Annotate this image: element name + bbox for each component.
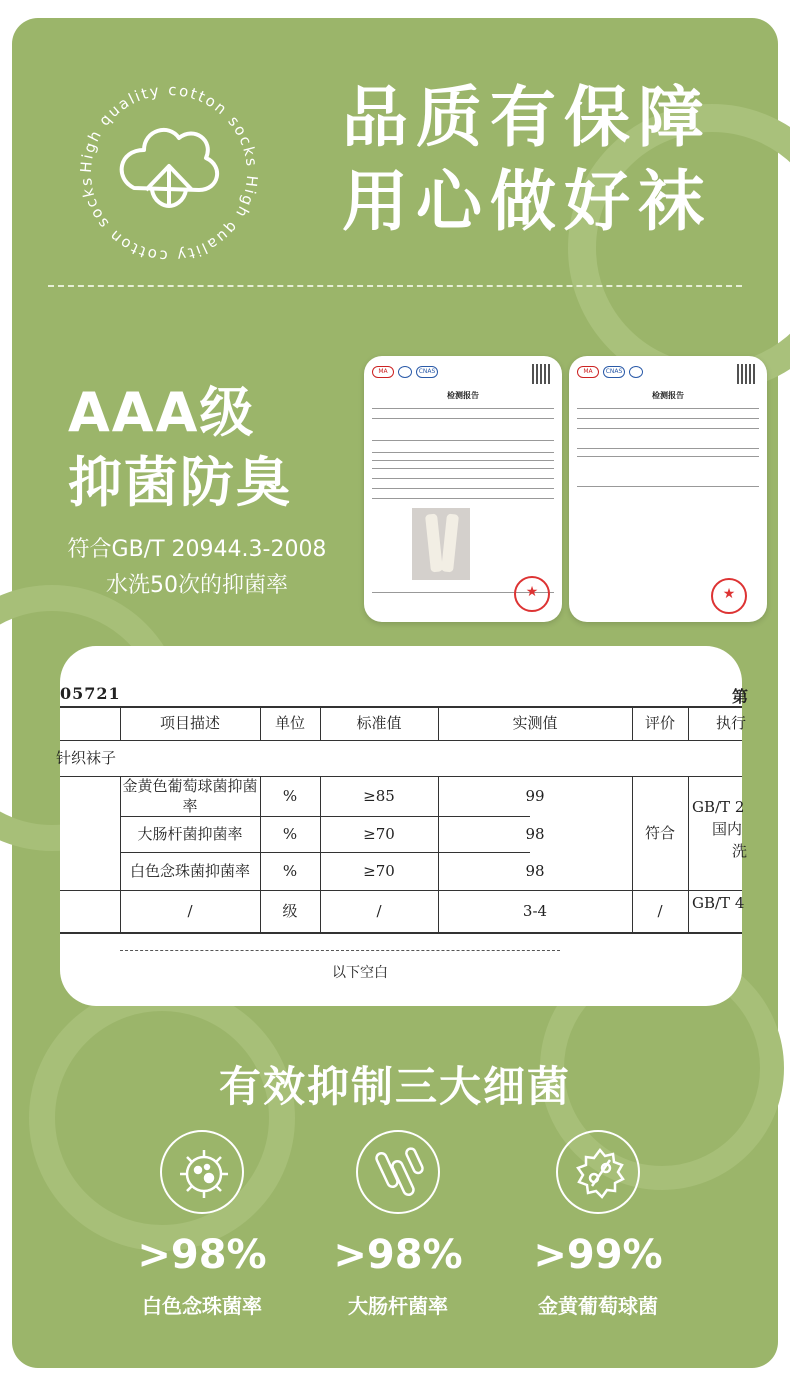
evaluation-result: 符合 (644, 824, 675, 842)
row-measured-candida: 98 (525, 862, 545, 880)
report-number: 05721 (60, 684, 121, 703)
bacteria-section-title: 有效抑制三大细菌 (218, 1062, 571, 1111)
test-report-page-2 (569, 356, 767, 622)
headline-line1: 品质有保障 (342, 79, 712, 156)
grade-row-measured: 3-4 (522, 902, 548, 920)
header-method: 执行 (716, 714, 747, 732)
stat-label-ecoli: 大肠杆菌率 (348, 1294, 448, 1318)
cma-logo-icon: MA (577, 366, 599, 378)
ilac-logo-icon (398, 366, 412, 378)
row-measured-staph: 99 (525, 787, 545, 805)
ilac-logo-icon (629, 366, 643, 378)
row-standard-staph: ≥85 (363, 787, 395, 805)
row-standard-candida: ≥70 (363, 862, 395, 880)
stat-value-ecoli: >98% (333, 1232, 463, 1278)
product-name: 针织袜子 (56, 749, 117, 767)
grade-row-unit: 级 (282, 902, 298, 920)
cotton-flower-icon (122, 130, 217, 206)
grade-row-method: GB/T 4 (692, 894, 745, 912)
method-line-1: GB/T 2 (692, 798, 745, 816)
method-line-3: 洗 (732, 842, 748, 860)
row-desc-staph: 金黄色葡萄球菌抑菌率 (122, 777, 258, 815)
row-measured-ecoli: 98 (525, 825, 545, 843)
cnas-logo-icon: CNAS (416, 366, 438, 378)
report-title: 检测报告 (652, 391, 684, 400)
report-title: 检测报告 (447, 391, 479, 400)
stat-label-candida: 白色念珠菌率 (142, 1294, 262, 1318)
certification-logos (577, 366, 643, 378)
badge-ring-text: High quality cotton socks High quality cotton socks (76, 80, 262, 266)
header-description: 项目描述 (159, 714, 220, 732)
header-evaluation: 评价 (644, 714, 675, 732)
red-seal-icon (514, 576, 550, 612)
row-standard-ecoli: ≥70 (363, 825, 395, 843)
stat-label-staph: 金黄葡萄球菌 (538, 1294, 658, 1318)
grade-line2: 抑菌防臭 (68, 451, 292, 514)
compliance-text (52, 532, 342, 604)
row-desc-ecoli: 大肠杆菌抑菌率 (137, 825, 243, 843)
sock-sample-photo (412, 508, 470, 580)
stat-value-staph: >99% (533, 1232, 663, 1278)
grade-row-evaluation: / (657, 902, 663, 920)
coccus-icon (556, 1130, 640, 1214)
cma-logo-icon: MA (372, 366, 394, 378)
test-result-table (56, 646, 748, 1006)
header-standard: 标准值 (356, 714, 402, 732)
qr-code-icon (737, 364, 757, 384)
qr-code-icon (532, 364, 552, 384)
compliance-line1: 符合GB/T 20944.3-2008 (67, 537, 327, 562)
page-indicator: 第 (731, 687, 748, 706)
grade-row-desc: / (187, 902, 193, 920)
bacilli-icon (356, 1130, 440, 1214)
blank-divider (120, 950, 560, 951)
grade-line1: AAA级 (68, 381, 256, 444)
cnas-logo-icon: CNAS (603, 366, 625, 378)
row-unit-ecoli: % (282, 825, 298, 843)
row-unit-candida: % (282, 862, 298, 880)
header-unit: 单位 (274, 714, 305, 732)
test-report-page-1 (364, 356, 562, 622)
grade-title (68, 378, 292, 518)
divider (48, 285, 742, 287)
red-seal-icon (711, 578, 747, 614)
row-desc-candida: 白色念珠菌抑菌率 (129, 862, 250, 880)
grade-row-standard: / (376, 902, 382, 920)
cotton-badge (74, 78, 264, 268)
page-card (12, 18, 778, 1368)
headline (342, 76, 762, 244)
virus-icon (160, 1130, 244, 1214)
row-unit-staph: % (282, 787, 298, 805)
blank-note: 以下空白 (332, 965, 388, 981)
headline-line2: 用心做好袜 (342, 163, 712, 240)
header-measured: 实测值 (512, 714, 558, 732)
certification-logos (372, 366, 438, 378)
stat-value-candida: >98% (137, 1232, 267, 1278)
method-line-2: 国内 (712, 820, 743, 838)
compliance-line2: 水洗50次的抑菌率 (106, 573, 288, 598)
